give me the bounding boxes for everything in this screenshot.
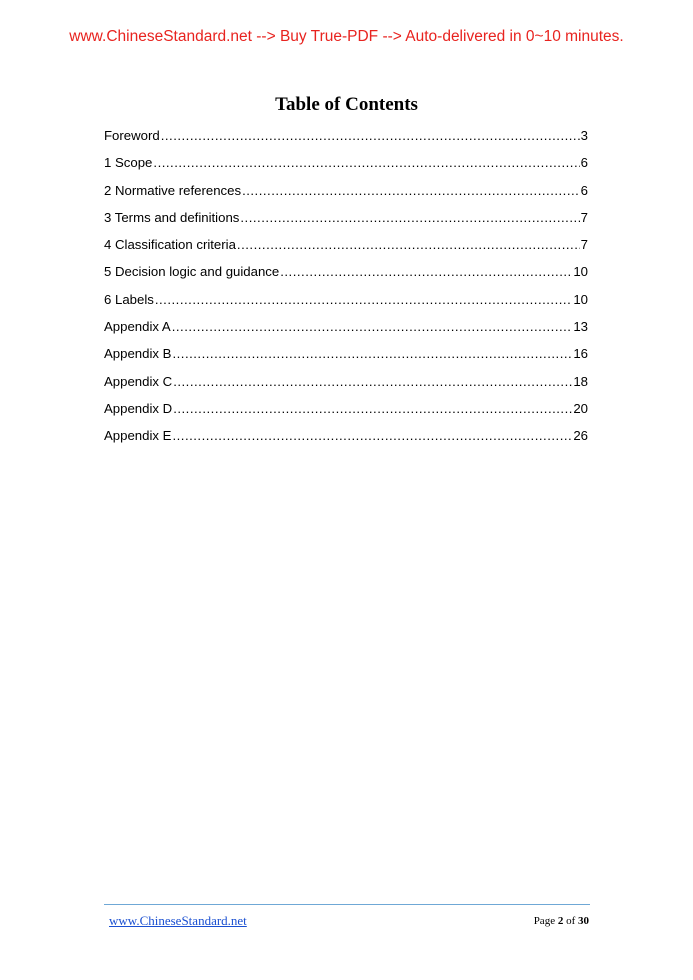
- toc-dot-leader: [242, 181, 580, 201]
- footer-divider: [104, 904, 590, 905]
- toc-entry[interactable]: [104, 262, 588, 289]
- toc-entry[interactable]: [104, 372, 588, 399]
- toc-entry-label: Appendix C: [104, 373, 173, 389]
- toc-entry-label: 1 Scope: [104, 155, 153, 171]
- toc-entry-page: 16: [573, 346, 588, 362]
- toc-entry-page: 6: [580, 182, 588, 198]
- toc-entry[interactable]: [104, 181, 588, 208]
- toc-entry-page: 26: [573, 428, 588, 444]
- toc-entry-page: 18: [573, 373, 588, 389]
- toc-dot-leader: [153, 153, 579, 173]
- page-number-of: of: [566, 915, 576, 927]
- toc-entry-label: 5 Decision logic and guidance: [104, 264, 280, 280]
- toc-entry-label: 2 Normative references: [104, 182, 242, 198]
- page-number-prefix: Page: [533, 915, 556, 927]
- toc-dot-leader: [155, 290, 572, 310]
- toc-entry-page: 7: [580, 237, 588, 253]
- toc-dot-leader: [172, 426, 572, 446]
- footer-site-link[interactable]: www.ChineseStandard.net: [109, 913, 247, 928]
- toc-dot-leader: [173, 399, 572, 419]
- toc-entry-page: 6: [580, 155, 588, 171]
- toc-entry-page: 20: [573, 400, 588, 416]
- toc-entry[interactable]: [104, 317, 588, 344]
- toc-entry-label: Appendix D: [104, 400, 173, 416]
- toc-entry-label: Foreword: [104, 128, 160, 143]
- toc-entry-page: 10: [573, 264, 588, 280]
- toc-entry[interactable]: [104, 126, 588, 153]
- toc-entry-label: 6 Labels: [104, 291, 154, 307]
- promo-banner[interactable]: www.ChineseStandard.net --> Buy True-PDF --> Auto-delivered in 0~10 minutes.: [69, 28, 624, 45]
- page-number: [534, 915, 589, 927]
- toc-entry[interactable]: [104, 399, 588, 426]
- page-number-total: 30: [578, 915, 589, 927]
- table-of-contents: [104, 126, 588, 454]
- toc-entry-label: Appendix A: [104, 319, 171, 335]
- toc-entry[interactable]: [104, 208, 588, 235]
- toc-dot-leader: [237, 235, 580, 255]
- toc-entry-label: Appendix B: [104, 346, 172, 362]
- toc-entry[interactable]: [104, 426, 588, 453]
- toc-entry-page: 3: [580, 128, 588, 143]
- toc-dot-leader: [161, 126, 580, 146]
- toc-dot-leader: [280, 262, 572, 282]
- toc-entry[interactable]: [104, 153, 588, 180]
- toc-dot-leader: [173, 372, 572, 392]
- toc-entry[interactable]: [104, 290, 588, 317]
- page-number-current: 2: [557, 915, 564, 927]
- toc-entry[interactable]: [104, 344, 588, 371]
- toc-entry-label: 4 Classification criteria: [104, 237, 236, 253]
- toc-entry-page: 10: [573, 291, 588, 307]
- toc-dot-leader: [240, 208, 579, 228]
- toc-dot-leader: [172, 344, 572, 364]
- page-title: Table of Contents: [275, 94, 418, 115]
- toc-entry-label: Appendix E: [104, 428, 172, 444]
- toc-dot-leader: [172, 317, 573, 337]
- toc-entry-page: 7: [580, 209, 588, 225]
- toc-entry-label: 3 Terms and definitions: [104, 209, 240, 225]
- toc-entry-page: 13: [573, 319, 588, 335]
- toc-entry[interactable]: [104, 235, 588, 262]
